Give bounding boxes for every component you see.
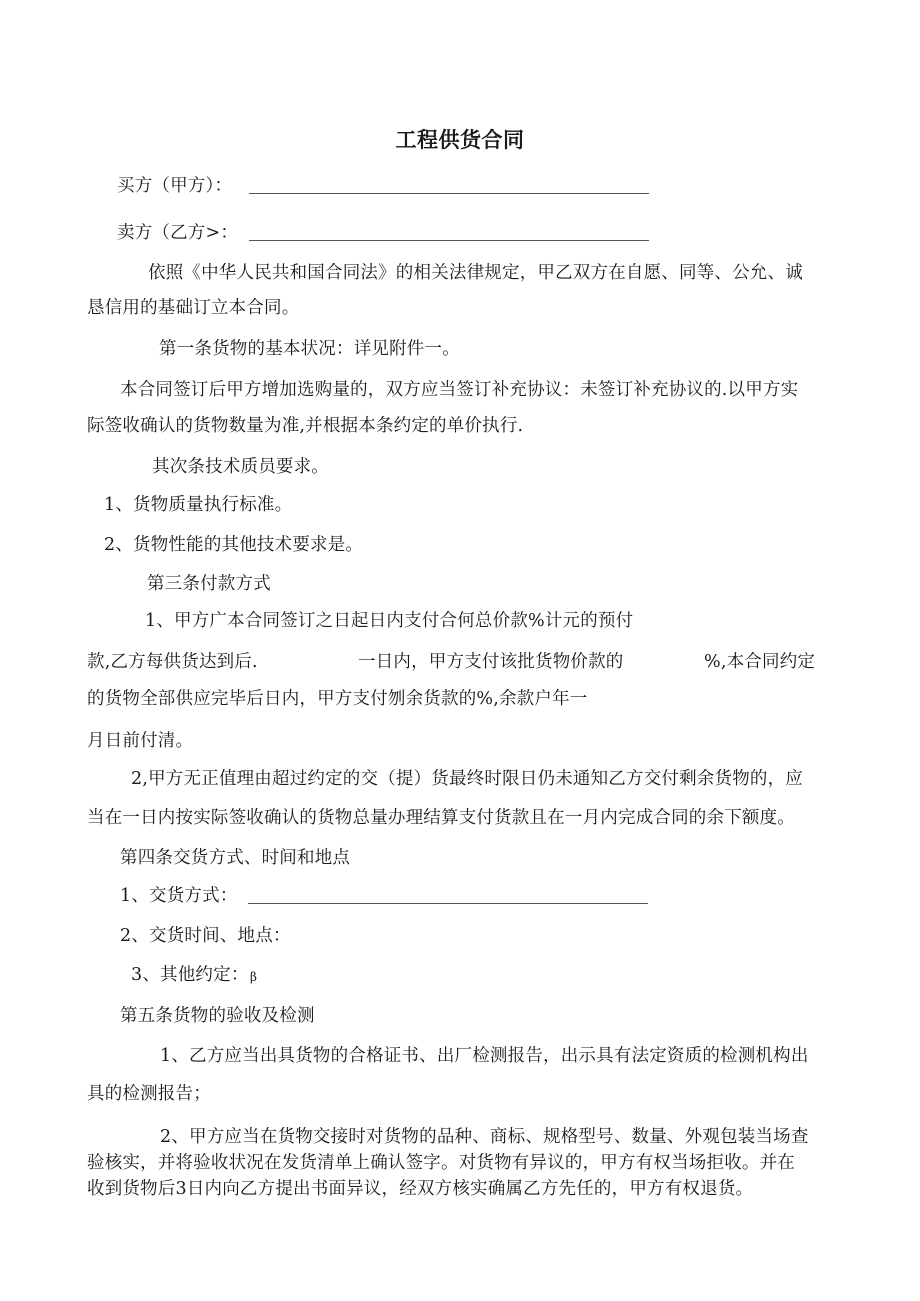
article3-item-1-line-2b: 一日内，甲方支付该批货物价款的 (358, 652, 624, 672)
article5-title: 第五条货物的验收及检测 (120, 1006, 315, 1026)
article2-item-1: 1、货物质量执行标准。 (104, 495, 293, 515)
article5-item-2-line-1: 2、甲方应当在货物交接时对货物的品种、商标、规格型号、数量、外观包装当场查 (160, 1127, 809, 1147)
article3-item-1-line-2c: %,本合同约定 (704, 652, 816, 672)
seller-label: 卖方（乙方>： (117, 223, 239, 243)
beta-mark: β (250, 970, 258, 984)
document-title: 工程供货合同 (395, 128, 525, 152)
article3-item-1-line-1: 1、甲方广本合同签订之日起日内支付合何总价款%计元的预付 (145, 611, 634, 631)
article3-item-2-line-1: 2,甲方无正值理由超过约定的交（提）货最终时限日仍未通知乙方交付剩余货物的，应 (131, 769, 803, 789)
article3-title: 第三条付款方式 (147, 574, 271, 594)
buyer-blank-line (249, 193, 649, 194)
article5-item-1-line-2: 具的检测报告； (87, 1084, 211, 1104)
article2-item-2: 2、货物性能的其他技术要求是。 (104, 535, 364, 555)
article3-item-1-line-3: 的货物全部供应完毕后日内，甲方支付刎余货款的%,余款户年一 (87, 689, 588, 709)
intro-line-1: 依照《中华人民共和国合同法》的相关法律规定，甲乙双方在自愿、同等、公允、诚 (148, 263, 803, 283)
article4-title: 第四条交货方式、时间和地点 (120, 848, 351, 868)
buyer-label: 买方（甲方）： (117, 176, 233, 196)
article5-item-2-line-2: 验核实，并将验收状况在发货清单上确认签字。对货物有异议的，甲方有权当场拒收。并在 (87, 1153, 795, 1173)
intro-line-2: 恳信用的基础订立本合同。 (87, 298, 300, 318)
article1-title: 第一条货物的基本状况：详见附件一。 (159, 339, 460, 359)
seller-blank-line (249, 240, 649, 241)
article4-item-1: 1、交货方式： (120, 886, 238, 906)
article5-item-1-line-1: 1、乙方应当出具货物的合格证书、出厂检测报告，出示具有法定资质的检测机构出 (160, 1046, 809, 1066)
article5-item-2-line-3: 收到货物后3日内向乙方提出书面异议，经双方核实确属乙方先任的，甲方有权退货。 (87, 1179, 754, 1199)
article1-paragraph-line-1: 本合同签订后甲方增加选购量的，双方应当签订补充协议：未签订补充协议的.以甲方实 (120, 380, 799, 400)
article4-item-2: 2、交货时间、地点： (120, 926, 291, 946)
article3-item-1-line-2a: 款,乙方每供货达到后. (87, 652, 258, 672)
delivery-method-blank-line (248, 903, 648, 904)
article3-item-2-line-2: 当在一日内按实际签收确认的货物总量办理结算支付货款且在一月内完成合同的余下额度。 (87, 808, 795, 828)
article3-item-1-line-4: 月日前付清。 (87, 731, 194, 751)
article4-item-3: 3、其他约定： (131, 965, 249, 985)
article2-title: 其次条技术质员要求。 (152, 457, 329, 477)
article1-paragraph-line-2: 际签收确认的货物数量为准,并根据本条约定的单价执行. (87, 416, 524, 436)
